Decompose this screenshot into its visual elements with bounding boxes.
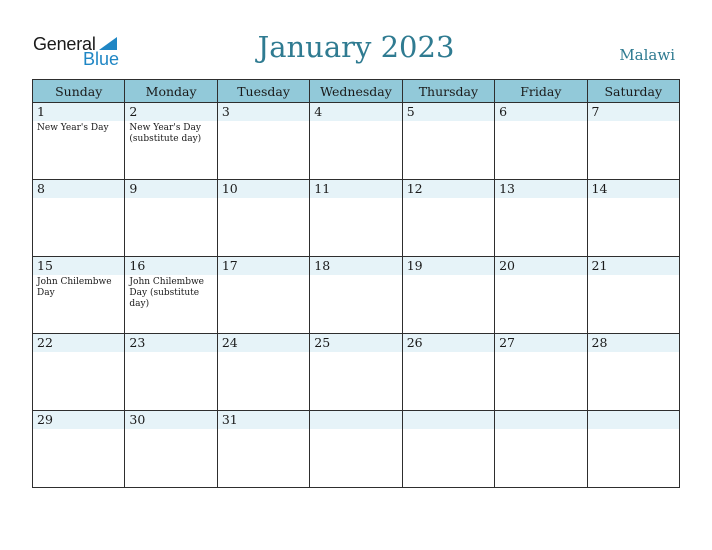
day-number: 30: [125, 411, 216, 429]
day-cell[interactable]: [217, 103, 309, 180]
day-number: 17: [218, 257, 309, 275]
week-row: [33, 103, 680, 180]
day-cell[interactable]: [495, 103, 587, 180]
page-title: January 2023: [257, 30, 455, 64]
day-number: 15: [33, 257, 124, 275]
day-cell[interactable]: [587, 334, 679, 411]
calendar-grid: [32, 79, 680, 488]
day-cell[interactable]: [310, 257, 402, 334]
day-number: 7: [588, 103, 679, 121]
day-number: [403, 411, 494, 429]
day-cell[interactable]: [125, 257, 217, 334]
day-number: 4: [310, 103, 401, 121]
day-number: 25: [310, 334, 401, 352]
day-number: 20: [495, 257, 586, 275]
weekday-header: Tuesday: [217, 80, 309, 103]
holiday-label: John Chilembwe Day (substitute day): [129, 277, 204, 309]
weekday-header-row: [33, 80, 680, 103]
day-cell[interactable]: [33, 411, 125, 488]
day-cell[interactable]: [402, 180, 494, 257]
day-cell[interactable]: [125, 180, 217, 257]
day-number: 18: [310, 257, 401, 275]
day-number: 5: [403, 103, 494, 121]
week-row: [33, 180, 680, 257]
day-cell[interactable]: [217, 180, 309, 257]
day-number: 14: [588, 180, 679, 198]
day-number: 3: [218, 103, 309, 121]
day-cell[interactable]: [310, 411, 402, 488]
day-number: 2: [125, 103, 216, 121]
day-number: 1: [33, 103, 124, 121]
day-cell[interactable]: [33, 103, 125, 180]
day-cell[interactable]: [402, 257, 494, 334]
day-cell[interactable]: [310, 180, 402, 257]
day-cell[interactable]: [33, 180, 125, 257]
day-cell[interactable]: [310, 103, 402, 180]
day-number: 10: [218, 180, 309, 198]
day-cell[interactable]: [125, 411, 217, 488]
country-label: Malawi: [619, 46, 675, 64]
day-cell[interactable]: [310, 334, 402, 411]
day-number: 29: [33, 411, 124, 429]
day-cell[interactable]: [402, 334, 494, 411]
day-number: [588, 411, 679, 429]
day-cell[interactable]: [587, 103, 679, 180]
week-row: [33, 411, 680, 488]
weekday-header: Friday: [495, 80, 587, 103]
day-number: 12: [403, 180, 494, 198]
day-cell[interactable]: [587, 180, 679, 257]
day-cell[interactable]: [402, 411, 494, 488]
day-cell[interactable]: [495, 334, 587, 411]
day-cell[interactable]: [125, 334, 217, 411]
day-cell[interactable]: [217, 411, 309, 488]
day-number: 27: [495, 334, 586, 352]
week-row: [33, 257, 680, 334]
weekday-header: Sunday: [33, 80, 125, 103]
day-number: 13: [495, 180, 586, 198]
day-number: 22: [33, 334, 124, 352]
day-cell[interactable]: [125, 103, 217, 180]
weekday-header: Thursday: [402, 80, 494, 103]
day-cell[interactable]: [33, 334, 125, 411]
day-cell[interactable]: [495, 180, 587, 257]
day-number: 9: [125, 180, 216, 198]
day-number: 6: [495, 103, 586, 121]
day-number: 21: [588, 257, 679, 275]
logo-text-blue: Blue: [83, 49, 120, 69]
day-number: 28: [588, 334, 679, 352]
holiday-label: New Year's Day: [37, 123, 109, 133]
day-number: 8: [33, 180, 124, 198]
day-number: 16: [125, 257, 216, 275]
day-number: 23: [125, 334, 216, 352]
day-cell[interactable]: [495, 257, 587, 334]
holiday-label: New Year's Day (substitute day): [129, 123, 202, 144]
day-number: 19: [403, 257, 494, 275]
weekday-header: Monday: [125, 80, 217, 103]
day-number: [495, 411, 586, 429]
holiday-label: John Chilembwe Day: [37, 277, 112, 298]
day-cell[interactable]: [217, 334, 309, 411]
day-number: [310, 411, 401, 429]
day-number: 11: [310, 180, 401, 198]
day-number: 31: [218, 411, 309, 429]
logo-text-general: General: [33, 34, 96, 54]
day-cell[interactable]: [495, 411, 587, 488]
day-cell[interactable]: [217, 257, 309, 334]
day-number: 26: [403, 334, 494, 352]
weekday-header: Wednesday: [310, 80, 402, 103]
day-cell[interactable]: [587, 411, 679, 488]
week-row: [33, 334, 680, 411]
day-cell[interactable]: [402, 103, 494, 180]
day-cell[interactable]: [33, 257, 125, 334]
day-number: 24: [218, 334, 309, 352]
day-cell[interactable]: [587, 257, 679, 334]
weekday-header: Saturday: [587, 80, 679, 103]
